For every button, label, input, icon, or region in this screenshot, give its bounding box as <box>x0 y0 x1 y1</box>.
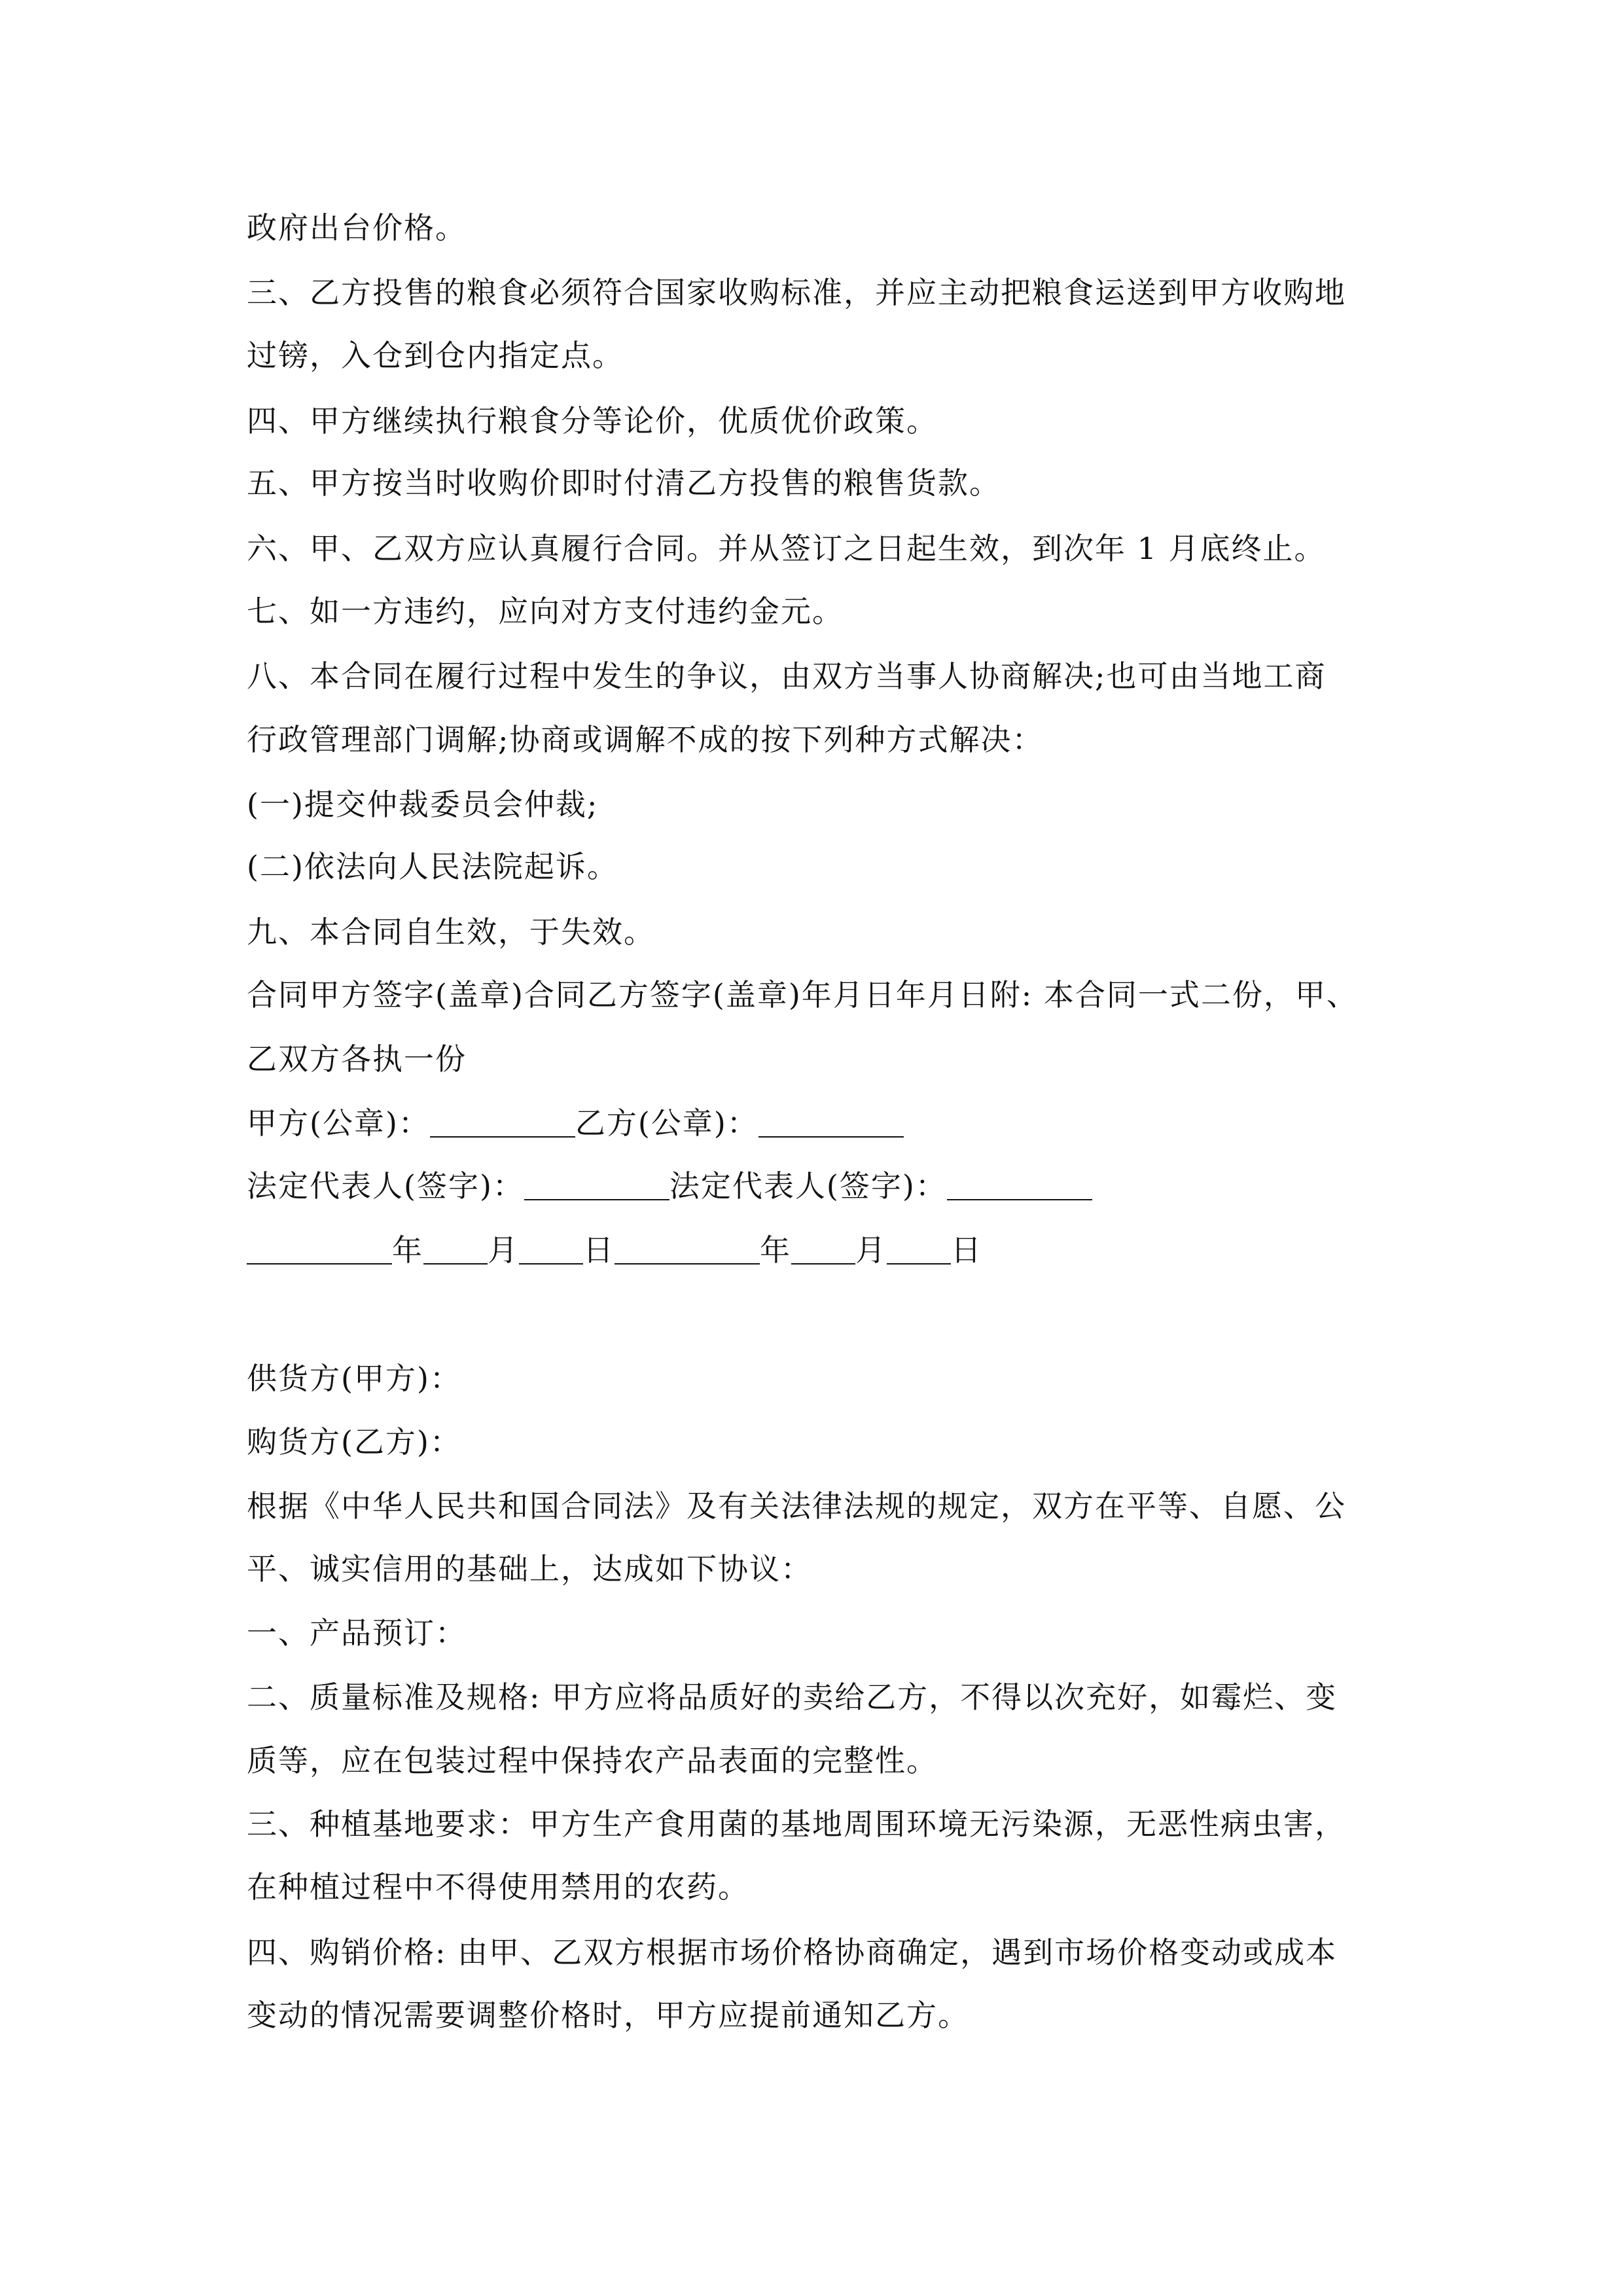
text-line: 政府出台价格。 <box>247 210 467 245</box>
text-line: 合同甲方签字(盖章)合同乙方签字(盖章)年月日年月日附: 本合同一式二份，甲、 <box>247 977 1358 1013</box>
text-line: 七、如一方违约，应向对方支付违约金元。 <box>247 594 844 629</box>
month-a-blank[interactable] <box>423 1233 488 1265</box>
day-a-blank[interactable] <box>519 1233 583 1265</box>
month-b-blank[interactable] <box>791 1233 855 1265</box>
text-line: 变动的情况需要调整价格时，甲方应提前通知乙方。 <box>247 1998 969 2033</box>
text-line: 二、质量标准及规格: 甲方应将品质好的卖给乙方，不得以次充好，如霉烂、变 <box>247 1679 1338 1715</box>
year-label: 年 <box>760 1232 791 1268</box>
text-line: 行政管理部门调解;协商或调解不成的按下列种方式解决： <box>247 722 1044 757</box>
text-line: 根据《中华人民共和国合同法》及有关法律法规的规定，双方在平等、自愿、公 <box>247 1488 1346 1524</box>
text-line: 八、本合同在履行过程中发生的争议，由双方当事人协商解决;也可由当地工商 <box>247 658 1327 694</box>
text-line: 四、甲方继续执行粮食分等论价，优质优价政策。 <box>247 403 938 439</box>
month-label: 月 <box>855 1232 887 1268</box>
text-line: 乙双方各执一份 <box>247 1041 467 1077</box>
text-line: 四、购销价格: 由甲、乙双方根据市场价格协商确定，遇到市场价格变动或成本 <box>247 1935 1338 1970</box>
party-b-seal-blank[interactable] <box>758 1106 904 1138</box>
text-line: 平、诚实信用的基础上，达成如下协议： <box>247 1551 812 1587</box>
text-line: 六、甲、乙双方应认真履行合同。并从签订之日起生效，到次年 1 月底终止。 <box>247 531 1326 566</box>
text-line: 供货方(甲方)： <box>247 1361 461 1396</box>
rep-b-blank[interactable] <box>947 1169 1092 1200</box>
rep-b-label: 法定代表人(签字)： <box>669 1168 947 1204</box>
representative-line <box>247 1166 1092 1206</box>
month-label: 月 <box>488 1232 519 1268</box>
text-line: (二)依法向人民法院起诉。 <box>247 849 618 884</box>
date-line <box>247 1230 982 1270</box>
text-line: 购货方(乙方)： <box>247 1424 461 1460</box>
party-b-seal-label: 乙方(公章)： <box>575 1105 758 1141</box>
text-line: 九、本合同自生效，于失效。 <box>247 914 655 950</box>
rep-a-label: 法定代表人(签字)： <box>247 1168 524 1204</box>
text-line: (一)提交仲裁委员会仲裁; <box>247 787 599 822</box>
party-a-seal-label: 甲方(公章)： <box>247 1105 430 1141</box>
text-line: 在种植过程中不得使用禁用的农药。 <box>247 1869 749 1905</box>
party-a-seal-blank[interactable] <box>430 1106 575 1138</box>
rep-a-blank[interactable] <box>524 1169 669 1200</box>
text-line: 过镑，入仓到仓内指定点。 <box>247 338 624 373</box>
day-label: 日 <box>583 1232 615 1268</box>
day-label: 日 <box>951 1232 982 1268</box>
text-line: 三、乙方投售的粮食必须符合国家收购标准，并应主动把粮食运送到甲方收购地 <box>247 275 1346 310</box>
day-b-blank[interactable] <box>887 1233 951 1265</box>
year-b-blank[interactable] <box>615 1233 760 1265</box>
text-line: 三、种植基地要求：甲方生产食用菌的基地周围环境无污染源，无恶性病虫害， <box>247 1806 1346 1842</box>
year-a-blank[interactable] <box>247 1233 392 1265</box>
text-line: 一、产品预订： <box>247 1615 467 1651</box>
text-line: 质等，应在包装过程中保持农产品表面的完整性。 <box>247 1743 938 1778</box>
year-label: 年 <box>392 1232 423 1268</box>
seal-line <box>247 1103 904 1143</box>
text-line: 五、甲方按当时收购价即时付清乙方投售的粮售货款。 <box>247 465 1001 501</box>
